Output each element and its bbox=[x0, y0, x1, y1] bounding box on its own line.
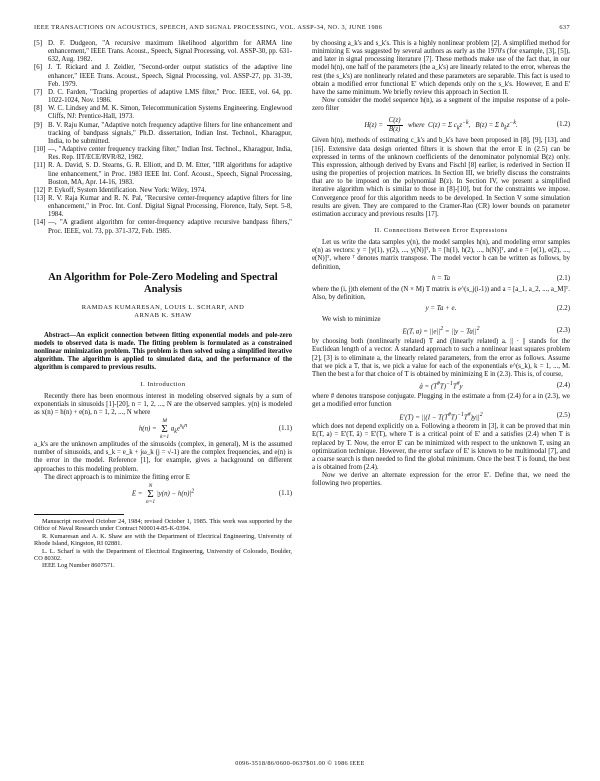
left-column bbox=[34, 40, 292, 570]
reference-item: [6] J. T. Rickard and J. Zeidler, "Second-order output statistics of the adaptive line enhancer," IEEE Trans. Acoust., Speech, Signal Processing, vol. ASSP-27, pp. 31-39, Feb. 1979. bbox=[34, 64, 292, 88]
equation-minimize-error: E(T, $a) = ||e||^2 = ||y - Ta||^2$ (2.3) bbox=[402, 326, 570, 336]
footnotes bbox=[34, 518, 292, 570]
equation-model-vector: h = Ta (2.1) bbox=[431, 274, 570, 282]
abstract: Abstract—An explicit connection between fitting exponential models and pole-zero models to observed data is made. The fitting problem is formulated as a constrained nonlinear minimization problem. This problem is then solved using a simplified iterative algorithm. The algorithm is applied to simulated data, and the performance of the algorithm is compared to previous results. bbox=[34, 331, 292, 372]
equation-number: (2.2) bbox=[556, 304, 570, 312]
reference-item: [5] D. F. Dudgeon, "A recursive maximum likelihood algorithm for ARMA line enhancement," IEEE Trans. Acoust., Speech, Signal Processing, vol. ASSP-30, pp. 631-632, Aug. 1982. bbox=[34, 40, 292, 64]
equation-sum-exponentials: h(n) = M Σ k=1 $a_ke^{s_kn}$ (1.1) bbox=[138, 418, 292, 441]
paragraph: by choosing a_k's and s_k's. This is a highly nonlinear problem [2]. A simplified method for minimizing E was suggested by several authors as early as the 1970's (for example, [3], [5]), and later in signal processing literature [7]. These methods make use of the fact that, in our model h(n), one half of the parameters (the a_k's) are linearly related to the error, whereas the rest (the s_k's) are nonlinearly related and these parameters are separable. This fact is used to obtain a modified error functional E' which depends only on the s_k's. However, E and E' have the same minimum. We briefly review this approach in Section II. bbox=[312, 40, 570, 96]
footnote: L. L. Scharf is with the Department of Electrical Engineering, University of Colorado, Boulder, CO 80302. bbox=[34, 547, 292, 562]
footnote: IEEE Log Number 8607571. bbox=[42, 562, 115, 570]
paper-authors: RAMDAS KUMARESAN, LOUIS L. SCHARF, AND ARNAB K. SHAW bbox=[81, 303, 245, 319]
equation-number: (1.1) bbox=[278, 425, 292, 433]
equation-data-vector: y = Ta + e. (2.2) bbox=[425, 304, 570, 312]
paragraph: which does not depend explicitly on a. Following a theorem in [3], it can be proved that min E(T, a) = E'(T, â) = E'(T), where T is a critical point of E' and a satisfies (2.4) when T is replaced by T. Now, the error E' can be minimized with respect to the unknown T, using an optimization technique. However, the error surface of E' is known to be multimodal [7], and a coarse search is then needed to find the global minimum. Once the best T is found, the best a is obtained from (2.4). bbox=[312, 423, 570, 472]
section-heading-connections: II. Connections Between Error Expressions bbox=[374, 226, 508, 234]
reference-item: [14] —, "A gradient algorithm for center-frequency adaptive recursive bandpass filters," Proc. IEEE, vol. 73, pp. 371-372, Feb. 1985. bbox=[34, 219, 292, 235]
paragraph: by choosing both (nonlinearly related) T and (linearly related) a. || · || stands for the Euclidean length of a vector. A standard approach to such a nonlinear least squares problem [2], [3] is to eliminate a, the linearly related parameters, from the error as follows. Assume that we pick a T, that is, we pick a value for each of the exponentials e^(s_k), k = 1, ..., M. Then the best a for that choice of T is obtained by minimizing E in (2.3). This is, of course, bbox=[312, 338, 570, 378]
reference-item: [11] R. A. David, S. D. Stearns, G. R. Elliott, and D. M. Etter, "IIR algorithms for adaptive line enhancement," in Proc. 1983 IEEE Int. Conf. Acoust., Speech, Signal Processing, Boston, MA, Apr. 14-16, 1983. bbox=[34, 162, 292, 186]
page-number: 637 bbox=[559, 24, 570, 31]
paragraph: Given h(n), methods of estimating c_k's and b_k's have been proposed in [8], [9], [13], and [16]. Extensive data design oriented filters it is shown that the error E in (2.5) can be expressed in terms of the unknown coefficients of the denominator polynomial B(z) only. This expression, although derived by Evans and Fischl [8] earlier, is rederived in Section II using the properties of projection matrices. In Section III, we briefly discuss the constraints that are to be imposed on the polynomial B(z). In Section IV, we present a simplified iterative algorithm which is similar to those in [8]-[10], but for the constraints we impose. Convergence proof for this algorithm needs to be developed. In Section V some simulation results are given. They are compared to the Cramer-Rao (CR) lower bounds on parameter estimation accuracy and previous results [17]. bbox=[312, 137, 570, 218]
reference-item: [7] D. C. Farden, "Tracking properties of adaptive LMS filter," Proc. IEEE, vol. 64, pp. 1022-1024, Nov. 1986. bbox=[34, 88, 292, 105]
paragraph: where the (i, j)th element of the (N × M) T matrix is e^(s_j(i-1)) and a = [a_1, a_2, ..., a_M]ᵀ. Also, by definition, bbox=[312, 285, 570, 301]
equation-number: (2.4) bbox=[556, 381, 570, 389]
paragraph: The direct approach is to minimize the fitting error E bbox=[44, 473, 190, 481]
running-header bbox=[34, 24, 570, 34]
reference-item: [13] R. V. Raja Kumar and R. N. Pal, "Recursive center-frequency adaptive filters for line enhancement," in Proc. Int. Conf. Digital Signal Processing, Florence, Italy, Sept. 5-8, 1984. bbox=[34, 194, 292, 219]
equation-number: (2.3) bbox=[556, 327, 570, 335]
intro-paragraph: Recently there has been enormous interest in modeling observed signals by a sum of exponentials in sinusoids [1]-[20], n = 1, 2, ..., N are the observed samples. y(n) is modeled as x(n) = h(n) + e(n), n = 1, 2, ..., N where bbox=[34, 392, 292, 416]
reference-item: [10] —, "Adaptive center frequency tracking filter," Indian Inst. Technol., Kharagpur, India, Res. Rep. IIT/ECE/RVR/82, 1982. bbox=[34, 146, 292, 162]
paragraph: Let us write the data samples y(n), the model samples h(n), and modeling error samples e(n) as vectors: y = [y(1), y(2), ..., y(N)]ᵀ, h = [h(1), h(2), ..., h(N)]ᵀ, and e = [e(1), e(2), ..., e(N)]ᵀ, where ᵀ denotes matrix transpose. The model vector h can be written as follows, by definition, bbox=[312, 239, 570, 271]
equation-pole-zero-filter: H(z) = $\frac{C(z)}{B(z)}$ where C(z) = Σ $c_kz^{-k}$, B(z) = Σ $b_kz^{-k}$. (1.2) bbox=[364, 116, 570, 133]
equation-number: (2.5) bbox=[556, 412, 570, 420]
reference-item: [9] B. V. Raju Kumar, "Adaptive notch frequency adaptive filters for line enhancement and tracking of bandpass signals," Ph.D. dissertation, Indian Inst. Technol., Kharagpur, India, to be submitted. bbox=[34, 121, 292, 145]
right-column bbox=[312, 40, 570, 489]
equation-number: (2.1) bbox=[556, 274, 570, 282]
paragraph: where # denotes transpose conjugate. Plugging in the estimate a from (2.4) for a in (2.3), we get a modified error function bbox=[312, 393, 570, 409]
paragraph: Now we derive an alternate expression for the error E'. Define that, we need the following two properties. bbox=[312, 472, 570, 488]
paper-title: An Algorithm for Pole-Zero Modeling and Spectral Analysis bbox=[48, 271, 278, 295]
reference-item: [8] W. C. Lindsey and M. K. Simon, Telecommunication Systems Engineering. Englewood Cliffs, NJ: Prentice-Hall, 1973. bbox=[34, 105, 292, 121]
paragraph: We wish to minimize bbox=[322, 316, 381, 324]
paragraph: a_k's are the unknown amplitudes of the sinusoids (complex, in general), M is the assumed number of sinusoids, and s_k = e_k + jω_k (j = √-1) are the complex frequencies, and e(n) is the error in the model. Reference [1], for example, gives a background on different approaches to this modeling problem. bbox=[34, 441, 292, 473]
journal-title: IEEE TRANSACTIONS ON ACOUSTICS, SPEECH, AND SIGNAL PROCESSING, VOL. ASSP-34, NO. 3, JUNE 1986 bbox=[34, 24, 383, 31]
copyright-line: 0096-3518/86/0600-0637$01.00 © 1986 IEEE bbox=[235, 760, 365, 767]
footnote: Manuscript received October 24, 1984; revised October 1, 1985. This work was supported by the Office of Naval Research under Contract N00014-85-K-0394. bbox=[34, 517, 292, 533]
equation-best-a: â = $(T^{\#}T)^{-1}T^{\#}y$ (2.4) bbox=[419, 381, 570, 391]
section-heading-introduction: I. Introduction bbox=[140, 380, 186, 388]
equation-fitting-error: E = N Σ n=1 $|y(n) - h(n)|^2$ (1.1) bbox=[131, 482, 292, 505]
reference-item: [12] P. Eykoff, System Identification. New York: Wiley, 1974. bbox=[34, 186, 207, 194]
footnote-rule bbox=[34, 514, 124, 515]
equation-number: (1.2) bbox=[556, 121, 570, 129]
equation-number: (1.1) bbox=[278, 489, 292, 497]
reference-list bbox=[34, 40, 292, 236]
paragraph: Now consider the model sequence h(n), as a segment of the impulse response of a pole-zero filter bbox=[312, 97, 570, 113]
footnote: R. Kumaresan and A. K. Shaw are with the Department of Electrical Engineering, University of Rhode Island, Kingston, RI 02881. bbox=[34, 532, 292, 548]
equation-modified-error: $E'(T) = ||(I - T(T^{\#}T)^{-1}T^{\#})y||^2$ (2.5) bbox=[399, 411, 570, 421]
